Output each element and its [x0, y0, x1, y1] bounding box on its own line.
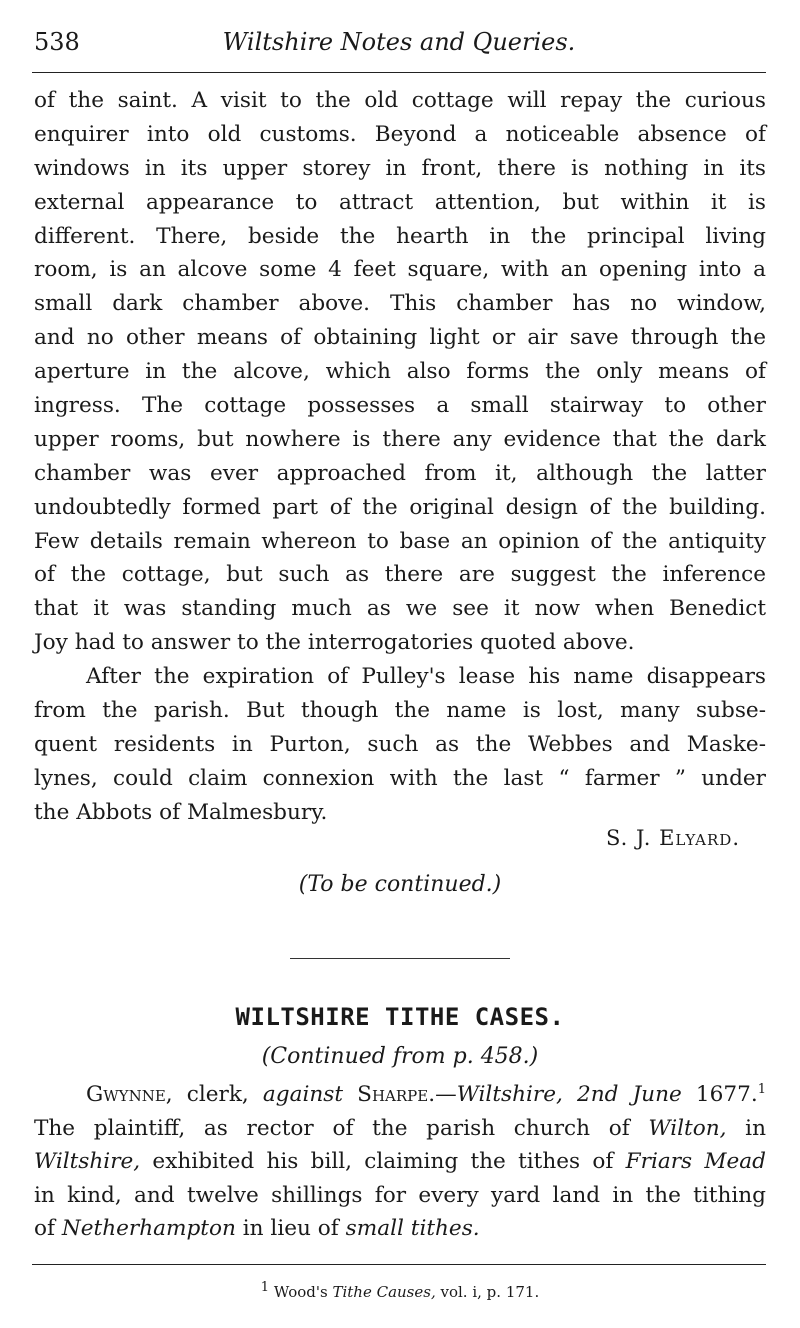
case-line-4: in kind, and twelve shillings for every yard land in the tithing — [34, 1182, 766, 1208]
paragraph-2 — [34, 660, 766, 829]
tithe-case-text — [34, 1078, 766, 1246]
author-signature: S. J. Elyard. — [605, 826, 740, 850]
text-line: aperture in the alcove, which also forms the only means of — [34, 359, 766, 385]
case-place-date: Wiltshire, 2nd June — [456, 1082, 682, 1107]
section-title: WILTSHIRE TITHE CASES. — [235, 1003, 565, 1031]
running-header — [34, 28, 764, 68]
footnote-rule — [32, 1264, 766, 1265]
text-line: small dark chamber above. This chamber has no window, — [34, 291, 766, 317]
case-line-5: of Netherhampton in lieu of small tithes. — [34, 1216, 480, 1242]
text-line: room, is an alcove some 4 feet square, with an opening into a — [34, 257, 766, 283]
text-line: Joy had to answer to the interrogatories quoted above. — [34, 630, 635, 656]
to-be-continued-note: (To be continued.) — [298, 872, 502, 897]
page-number: 538 — [34, 28, 80, 56]
text-line: upper rooms, but nowhere is there any evidence that the dark — [34, 426, 766, 452]
text-line: that it was standing much as we see it now when Benedict — [34, 596, 766, 622]
text-line: of the saint. A visit to the old cottage will repay the curious — [34, 88, 766, 113]
text-line: ingress. The cottage possesses a small stairway to other — [34, 393, 766, 419]
text-line: external appearance to attract attention, but within it is — [34, 189, 766, 215]
case-line-1: Gwynne, clerk, against Sharpe.—Wiltshire, 2nd June 1677.$^1$ — [86, 1081, 766, 1107]
plaintiff-name: Gwynne, — [86, 1082, 173, 1107]
running-title: Wiltshire Notes and Queries. — [222, 28, 576, 56]
text-line: lynes, could claim connexion with the last “ farmer ” under — [34, 765, 766, 791]
text-line: different. There, beside the hearth in the principal living — [34, 223, 766, 249]
text-line: from the parish. But though the name is lost, many subse- — [34, 698, 766, 724]
case-line-2: The plaintiff, as rector of the parish church of Wilton, in — [34, 1115, 766, 1141]
section-divider — [290, 958, 510, 959]
text-line: of the cottage, but such as there are suggest the inference — [34, 562, 766, 588]
text-line: windows in its upper storey in front, there is nothing in its — [34, 155, 766, 181]
text-line: enquirer into old customs. Beyond a noticeable absence of — [34, 121, 766, 147]
text-line: undoubtedly formed part of the original design of the building. — [34, 494, 766, 520]
defendant-name: Sharpe. — [357, 1082, 436, 1107]
text-line: After the expiration of Pulley's lease his name disappears — [86, 664, 766, 690]
text-line: chamber was ever approached from it, although the latter — [34, 460, 766, 486]
case-line-3: Wiltshire, exhibited his bill, claiming the tithes of Friars Mead — [34, 1149, 766, 1175]
text-line: quent residents in Purton, such as the Webbes and Maske- — [34, 731, 766, 757]
text-line: the Abbots of Malmesbury. — [34, 799, 328, 825]
text-line: and no other means of obtaining light or air save through the — [34, 325, 766, 351]
header-rule — [32, 72, 766, 73]
footnote: $^1$ Wood's Tithe Causes, vol. i, p. 171. — [260, 1280, 540, 1301]
article-body — [34, 84, 766, 830]
section-subtitle: (Continued from p. 458.) — [261, 1044, 539, 1069]
footnote-ref: 1 — [757, 1081, 766, 1097]
paragraph-1 — [34, 84, 766, 660]
text-line: Few details remain whereon to base an opinion of the antiquity — [34, 528, 766, 554]
